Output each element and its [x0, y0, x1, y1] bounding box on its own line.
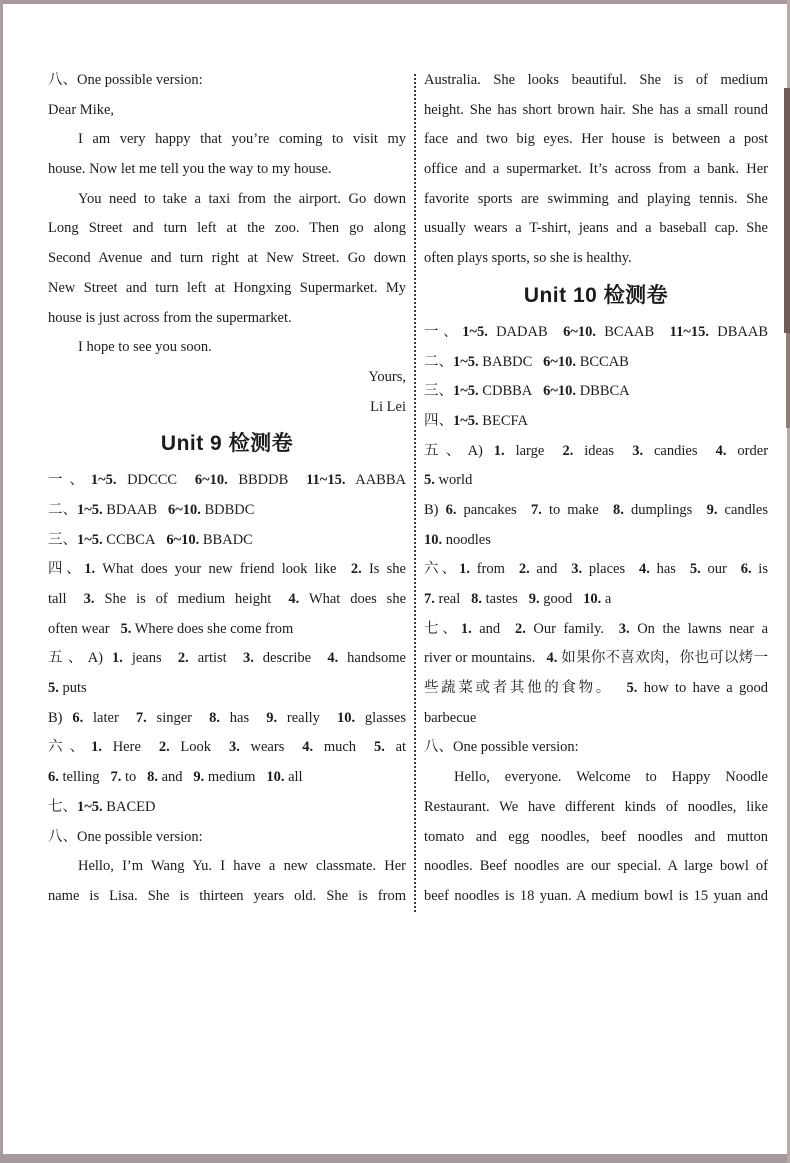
text-segment: What does she	[299, 591, 406, 607]
text-segment: 五、A)	[424, 442, 494, 459]
text-line	[48, 733, 406, 763]
left-text-column	[48, 66, 406, 912]
answer-item-number: 4.	[546, 650, 558, 667]
text-segment: beef noodles is 18 yuan. A medium bowl is 15 yuan and	[424, 887, 768, 904]
text-segment: You need to take a taxi from the airport. Go down	[78, 190, 406, 207]
answer-item-number: 6.	[72, 709, 84, 726]
text-segment: office and a supermarket. It’s across from a bank. Her	[424, 161, 768, 178]
text-segment: medium	[204, 769, 267, 786]
text-segment: Restaurant. We have different kinds of noodles, like	[424, 798, 768, 815]
answer-item-number: 2.	[158, 739, 170, 756]
answer-item-number: 1.	[459, 561, 471, 578]
text-segment: 三、	[48, 531, 77, 548]
answer-item-number: 1~5.	[453, 412, 479, 429]
right-text-column	[424, 66, 768, 912]
text-segment: later	[83, 709, 136, 726]
text-line	[424, 615, 768, 645]
text-line	[424, 704, 768, 734]
text-segment: Look	[169, 739, 229, 756]
text-segment: and	[471, 620, 515, 637]
text-segment: a	[601, 591, 612, 607]
text-segment: height. She has short brown hair. She has a small round	[424, 101, 768, 118]
answer-item-number: 3.	[83, 591, 95, 607]
text-segment: 三、	[424, 383, 453, 400]
text-segment: at	[384, 739, 406, 756]
text-segment: tomato and egg noodles, beef noodles and mutton	[424, 828, 768, 845]
answer-item-number: 3.	[228, 739, 240, 756]
answer-item-number: 3.	[571, 561, 583, 578]
text-segment: singer	[146, 709, 210, 726]
text-segment: CCBCA	[102, 531, 167, 548]
answer-item-number: 1.	[493, 442, 505, 459]
answer-item-number: 8.	[471, 591, 482, 607]
text-segment: house. Now let me tell you the way to my house.	[48, 161, 332, 178]
text-segment: really	[277, 709, 337, 726]
answer-item-number: 1.	[84, 561, 96, 578]
text-segment: Dear Mike,	[48, 101, 115, 118]
answer-item-number: 8.	[209, 709, 220, 726]
text-line	[48, 96, 406, 126]
answer-item-number: 7.	[424, 591, 435, 607]
answer-item-number: 1~5.	[77, 501, 103, 518]
text-line	[424, 437, 768, 467]
answer-item-number: 3.	[632, 442, 644, 459]
text-line	[424, 96, 768, 126]
text-segment: Where does she come from	[131, 620, 294, 637]
page-binding-shadow-bar	[784, 88, 790, 333]
text-segment: On the lawns near a	[629, 620, 768, 637]
answer-item-number: 6~10.	[563, 323, 597, 340]
answer-item-number: 3.	[242, 650, 254, 667]
text-line	[424, 125, 768, 155]
text-segment: Hello, everyone. Welcome to Happy Noodle	[454, 769, 768, 786]
text-segment: dumplings	[623, 501, 707, 518]
text-line	[48, 66, 406, 96]
text-line	[424, 555, 768, 585]
text-segment: I am very happy that you’re coming to visit my	[78, 131, 406, 148]
answer-item-number: 1.	[111, 650, 123, 667]
answer-item-number: 2.	[518, 561, 530, 578]
text-segment: BECFA	[478, 412, 528, 429]
answer-item-number: 9.	[266, 709, 278, 726]
answer-item-number: 1~5.	[462, 323, 488, 340]
text-segment: face and two big eyes. Her house is between a post	[424, 131, 768, 148]
text-segment: DBBCA	[576, 383, 630, 400]
text-line	[48, 763, 406, 793]
text-segment: candles	[717, 501, 768, 518]
text-segment: 八、One possible version:	[424, 739, 579, 756]
text-segment: describe	[253, 650, 328, 667]
text-line	[48, 185, 406, 215]
answer-item-number: 10.	[266, 769, 285, 786]
answer-item-number: 5.	[48, 680, 59, 697]
text-segment: 八、One possible version:	[48, 72, 203, 88]
text-segment: Unit 10 检测卷	[523, 283, 669, 307]
text-line	[48, 704, 406, 734]
text-segment: noodles	[442, 531, 491, 548]
text-segment: BCAAB	[596, 323, 670, 340]
text-segment: 五、A)	[48, 650, 112, 667]
text-segment: BBDDB	[227, 472, 307, 489]
text-segment: 一、	[48, 472, 91, 489]
text-segment: ideas	[573, 442, 633, 459]
text-segment: 六、	[48, 739, 92, 756]
text-line	[424, 763, 768, 793]
text-segment: house is just across from the supermarket.	[48, 309, 292, 326]
text-segment: Our family.	[525, 620, 619, 637]
text-segment: 二、	[424, 353, 453, 370]
unit-10-heading	[424, 274, 768, 318]
text-segment: is	[751, 561, 768, 578]
text-segment: glasses	[355, 709, 406, 726]
text-line	[48, 496, 406, 526]
answer-item-number: 2.	[514, 620, 526, 637]
answer-item-number: 9.	[528, 591, 540, 607]
answer-item-number: 1~5.	[90, 472, 117, 489]
text-segment: CDBBA	[478, 383, 544, 400]
text-segment: 二、	[48, 501, 77, 518]
text-line	[424, 185, 768, 215]
unit-9-heading	[48, 422, 406, 466]
answer-item-number: 8.	[147, 769, 158, 786]
answer-item-number: 6~10.	[166, 531, 200, 548]
text-line	[48, 674, 406, 704]
answer-item-number: 8.	[613, 501, 624, 518]
text-segment: order	[726, 442, 768, 459]
answer-item-number: 5.	[689, 561, 701, 578]
text-segment: Yours,	[368, 368, 406, 385]
answer-item-number: 7.	[531, 501, 542, 518]
text-segment: 些蔬菜或者其他的食物。	[424, 680, 627, 697]
text-line	[424, 407, 768, 437]
answer-item-number: 1~5.	[453, 383, 479, 400]
text-segment: Second Avenue and turn right at New Street. Go down	[48, 250, 406, 267]
text-segment: artist	[188, 650, 243, 667]
text-segment: Unit 9 检测卷	[160, 432, 294, 456]
answer-item-number: 1~5.	[453, 353, 479, 370]
text-segment: pancakes	[456, 501, 531, 518]
answer-item-number: 1.	[460, 620, 472, 637]
text-segment: tastes	[481, 591, 529, 607]
text-line	[48, 214, 406, 244]
text-line	[48, 155, 406, 185]
text-segment: much	[313, 739, 374, 756]
text-segment: often plays sports, so she is healthy.	[424, 250, 632, 267]
answer-item-number: 7.	[110, 769, 122, 786]
text-segment: BDAAB	[102, 501, 168, 518]
text-segment: Long Street and turn left at the zoo. Then go along	[48, 220, 406, 237]
page-binding-shadow-bar-light	[786, 333, 790, 428]
text-segment: has	[649, 561, 690, 578]
answer-item-number: 2.	[562, 442, 574, 459]
text-segment: handsome	[338, 650, 406, 667]
answer-item-number: 6.	[445, 501, 457, 518]
answer-item-number: 5.	[374, 739, 385, 756]
text-segment: and	[529, 561, 572, 578]
text-line	[424, 66, 768, 96]
text-segment: our	[700, 561, 741, 578]
text-line	[48, 304, 406, 334]
text-segment: telling	[58, 769, 111, 786]
answer-item-number: 6~10.	[167, 501, 201, 518]
text-segment: Li Lei	[370, 398, 406, 415]
text-line	[424, 318, 768, 348]
text-segment: 四、	[424, 412, 453, 429]
answer-item-number: 6.	[740, 561, 752, 578]
text-segment: world	[434, 472, 473, 489]
text-line	[424, 823, 768, 853]
text-line	[48, 125, 406, 155]
answer-item-number: 9.	[706, 501, 718, 518]
text-segment: has	[219, 709, 267, 726]
text-segment: real	[434, 591, 472, 607]
text-line	[424, 733, 768, 763]
text-line	[48, 244, 406, 274]
text-line	[424, 377, 768, 407]
answer-item-number: 6~10.	[543, 353, 577, 370]
answer-item-number: 4.	[288, 591, 300, 607]
answer-item-number: 2.	[350, 561, 362, 578]
text-segment: BACED	[102, 798, 156, 815]
text-line	[48, 615, 406, 645]
text-segment: She is of medium height	[94, 591, 289, 607]
text-line	[424, 644, 768, 674]
answer-item-number: 6~10.	[543, 383, 577, 400]
answer-item-number: 1~5.	[77, 798, 103, 815]
text-line	[48, 526, 406, 556]
text-line	[424, 214, 768, 244]
text-line	[48, 466, 406, 496]
answer-item-number: 4.	[639, 561, 650, 578]
text-segment: to make	[541, 501, 614, 518]
text-segment: Australia. She looks beautiful. She is of medium	[424, 72, 768, 88]
answer-item-number: 1~5.	[77, 531, 103, 548]
text-segment: tall	[48, 591, 84, 607]
text-segment: DDCCC	[116, 472, 195, 489]
text-segment: 四、	[48, 561, 85, 578]
answer-item-number: 4.	[302, 739, 314, 756]
text-segment: favorite sports are swimming and playing tennis. She	[424, 190, 768, 207]
text-segment: large	[504, 442, 563, 459]
text-line	[48, 333, 406, 363]
text-line	[48, 882, 406, 912]
text-segment: 一、	[424, 323, 463, 340]
text-segment: often wear	[48, 620, 121, 637]
answer-item-number: 1.	[91, 739, 103, 756]
answer-item-number: 5.	[424, 472, 435, 489]
text-segment: all	[284, 769, 303, 786]
text-line	[424, 466, 768, 496]
answer-item-number: 6~10.	[194, 472, 228, 489]
page-edge-top	[0, 0, 790, 4]
answer-item-number: 3.	[618, 620, 630, 637]
answer-item-number: 4.	[327, 650, 339, 667]
text-segment: DADAB	[487, 323, 564, 340]
text-segment: DBAAB	[709, 323, 768, 340]
text-segment: how to have a good	[637, 680, 768, 697]
text-segment: BBADC	[199, 531, 253, 548]
text-line	[424, 793, 768, 823]
text-segment: barbecue	[424, 709, 477, 726]
text-line	[424, 526, 768, 556]
answer-item-number: 10.	[336, 709, 356, 726]
text-segment: 七、	[424, 620, 461, 637]
answer-item-number: 5.	[626, 680, 638, 697]
text-line	[424, 674, 768, 704]
text-line	[424, 496, 768, 526]
answer-item-number: 10.	[583, 591, 602, 607]
text-segment: good	[539, 591, 584, 607]
text-line	[48, 644, 406, 674]
answer-item-number: 4.	[715, 442, 727, 459]
answer-item-number: 5.	[120, 620, 132, 637]
text-segment: BABDC	[478, 353, 544, 370]
text-line	[48, 585, 406, 615]
answer-item-number: 9.	[193, 769, 205, 786]
text-line	[48, 363, 406, 393]
text-segment: 七、	[48, 798, 77, 815]
text-line	[48, 852, 406, 882]
text-line	[424, 348, 768, 378]
text-line	[424, 585, 768, 615]
text-line	[48, 823, 406, 853]
text-segment: to	[121, 769, 148, 786]
text-segment: puts	[58, 680, 87, 697]
text-line	[424, 852, 768, 882]
text-segment: jeans	[122, 650, 178, 667]
text-segment: candies	[643, 442, 716, 459]
page-edge-bottom	[0, 1154, 790, 1163]
text-line	[48, 274, 406, 304]
answer-item-number: 2.	[177, 650, 189, 667]
text-segment: BDBDC	[200, 501, 255, 518]
answer-item-number: 7.	[135, 709, 147, 726]
text-segment: 如果你不喜欢肉，你也可以烤一	[557, 650, 768, 667]
text-segment: B)	[48, 709, 73, 726]
text-segment: river or mountains.	[424, 650, 547, 667]
text-segment: usually wears a T-shirt, jeans and a baseball cap. She	[424, 220, 768, 237]
text-line	[48, 393, 406, 423]
answer-item-number: 10.	[424, 531, 443, 548]
text-segment: from	[470, 561, 519, 578]
text-segment: B)	[424, 501, 446, 518]
text-segment: 八、One possible version:	[48, 828, 203, 845]
text-segment: Hello, I’m Wang Yu. I have a new classmate. Her	[78, 858, 406, 875]
answer-item-number: 6.	[48, 769, 59, 786]
text-segment: Here	[102, 739, 159, 756]
text-line	[48, 793, 406, 823]
column-divider	[414, 74, 416, 912]
text-segment: noodles. Beef noodles are our special. A large bowl of	[424, 858, 768, 875]
answer-item-number: 11~15.	[306, 472, 346, 489]
text-segment: wears	[239, 739, 303, 756]
text-segment: and	[157, 769, 194, 786]
text-line	[424, 244, 768, 274]
text-line	[424, 882, 768, 912]
page-edge-left	[0, 0, 3, 1163]
text-segment: 六、	[424, 561, 460, 578]
text-segment: New Street and turn left at Hongxing Supermarket. My	[48, 279, 406, 296]
text-segment: places	[582, 561, 640, 578]
text-segment: I hope to see you soon.	[78, 339, 212, 356]
text-segment: BCCAB	[576, 353, 629, 370]
text-segment: name is Lisa. She is thirteen years old. She is from	[48, 887, 406, 904]
text-segment: What does your new friend look like	[95, 561, 351, 578]
answer-item-number: 11~15.	[669, 323, 710, 340]
text-segment: Is she	[361, 561, 406, 578]
text-line	[424, 155, 768, 185]
text-line	[48, 555, 406, 585]
text-segment: AABBA	[345, 472, 406, 489]
